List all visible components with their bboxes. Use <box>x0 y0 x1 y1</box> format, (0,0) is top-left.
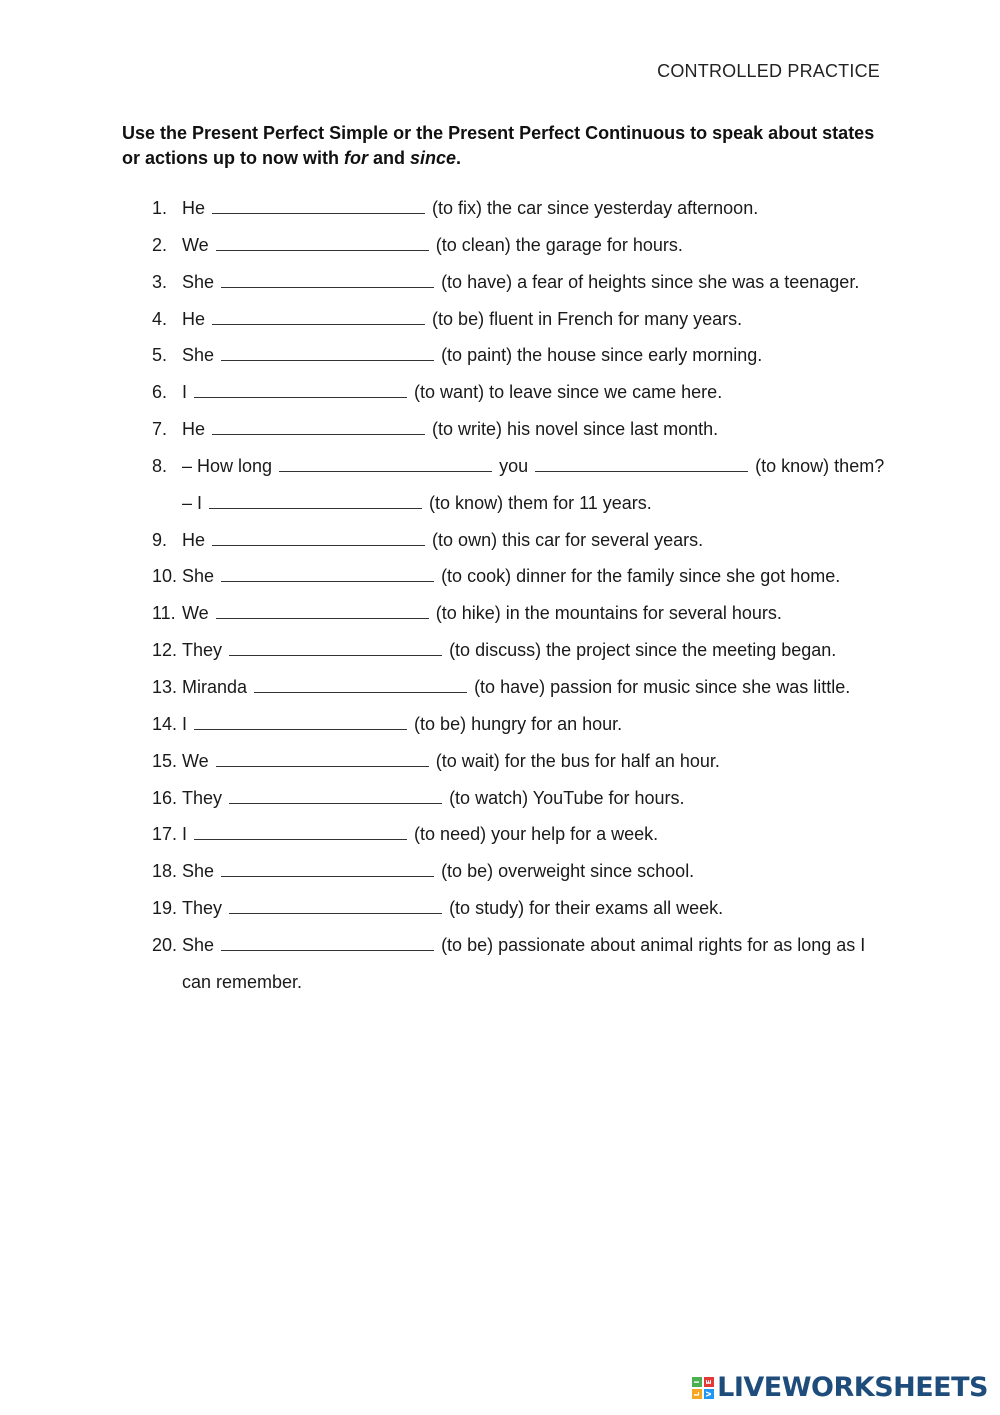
item-prompt: (to discuss) the project since the meeting began. <box>449 640 837 661</box>
item-number: 20. <box>152 934 178 955</box>
item-subject: She <box>182 566 215 587</box>
exercise-item <box>152 264 892 301</box>
answer-blank[interactable] <box>221 932 434 951</box>
logo-tile: V <box>704 1389 714 1399</box>
exercise-item <box>152 448 892 522</box>
item-text <box>182 743 892 780</box>
item-text <box>182 853 892 890</box>
item-prompt: (to know) them? – I <box>182 455 885 513</box>
item-text <box>182 595 892 632</box>
logo-tile: L <box>692 1389 702 1399</box>
item-text <box>182 337 892 374</box>
exercise-item <box>152 522 892 559</box>
exercise-item <box>152 374 892 411</box>
exercise-item <box>152 411 892 448</box>
exercise-item <box>152 743 892 780</box>
answer-blank[interactable] <box>212 416 425 435</box>
item-number: 16. <box>152 787 178 808</box>
exercise-item <box>152 301 892 338</box>
item-prompt: (to fix) the car since yesterday afternoon. <box>432 198 759 218</box>
item-number: 5. <box>152 345 168 366</box>
exercise-item <box>152 632 892 669</box>
item-prompt: (to wait) for the bus for half an hour. <box>435 750 720 771</box>
item-subject: She <box>182 345 215 366</box>
item-number: 7. <box>152 419 168 440</box>
item-subject: He <box>182 198 206 218</box>
instructions-for: for <box>344 148 368 168</box>
answer-blank[interactable] <box>221 269 434 288</box>
answer-blank[interactable] <box>229 637 442 656</box>
item-subject: She <box>182 271 215 292</box>
item-prompt: (to study) for their exams all week. <box>449 898 724 919</box>
item-text <box>182 669 892 706</box>
item-number: 14. <box>152 713 178 734</box>
answer-blank[interactable] <box>194 821 407 840</box>
item-number: 8. <box>152 455 168 476</box>
instructions-since: since <box>410 148 457 168</box>
answer-blank[interactable] <box>212 527 425 546</box>
item-number: 6. <box>152 382 168 403</box>
item-text <box>182 706 892 743</box>
item-subject: He <box>182 308 206 329</box>
item-number: 17. <box>152 824 178 845</box>
item-text <box>182 301 892 338</box>
page-section-title: CONTROLLED PRACTICE <box>657 61 880 81</box>
instructions-text: Use the Present Perfect Simple or the Present Perfect Continuous to speak about states or actions up to now with <box>122 123 875 168</box>
item-text <box>182 264 892 301</box>
item-subject: We <box>182 603 209 624</box>
answer-blank[interactable] <box>212 306 425 325</box>
item-number: 1. <box>152 198 168 218</box>
answer-blank[interactable] <box>221 858 434 877</box>
item-subject: They <box>182 898 223 919</box>
liveworksheets-logo <box>692 1372 988 1403</box>
item-prompt: (to be) fluent in French for many years. <box>432 308 743 329</box>
item-number: 3. <box>152 271 168 292</box>
answer-blank[interactable] <box>221 342 434 361</box>
item-prompt: (to need) your help for a week. <box>414 824 659 845</box>
item-subject: We <box>182 234 209 255</box>
item-text <box>182 780 892 817</box>
item-text <box>182 890 892 927</box>
item-prompt: (to be) passionate about animal rights for as long as I can remember. <box>182 934 866 992</box>
item-prompt: (to have) a fear of heights since she was a teenager. <box>441 271 860 292</box>
exercise-item <box>152 780 892 817</box>
item-subject: We <box>182 750 209 771</box>
item-subject: I <box>182 382 188 403</box>
instructions-end: . <box>456 148 462 168</box>
answer-blank[interactable] <box>194 711 407 730</box>
answer-blank[interactable] <box>216 748 429 767</box>
item-prompt: (to be) overweight since school. <box>441 861 695 882</box>
exercise-item <box>152 853 892 890</box>
item-text <box>182 411 892 448</box>
item-prompt: (to want) to leave since we came here. <box>414 382 723 403</box>
answer-blank[interactable] <box>194 379 407 398</box>
instructions-and: and <box>368 148 411 168</box>
item-number: 4. <box>152 308 168 329</box>
item-prompt: (to paint) the house since early morning. <box>441 345 763 366</box>
item-subject: She <box>182 934 215 955</box>
item-number: 2. <box>152 234 168 255</box>
item-text <box>182 227 892 264</box>
item-text <box>182 927 892 1001</box>
exercise-item <box>152 227 892 264</box>
item-subject: They <box>182 787 223 808</box>
item-text <box>182 448 892 522</box>
item-prompt: (to hike) in the mountains for several hours. <box>435 603 782 624</box>
exercise-item <box>152 816 892 853</box>
item-text <box>182 374 892 411</box>
exercise-item <box>152 669 892 706</box>
item-number: 15. <box>152 750 178 771</box>
exercise-item <box>152 927 892 1001</box>
item-prompt-2: (to know) them for 11 years. <box>429 492 652 513</box>
item-prompt: (to write) his novel since last month. <box>432 419 719 440</box>
exercise-list <box>152 190 892 1001</box>
item-prompt: (to watch) YouTube for hours. <box>449 787 685 808</box>
exercise-item <box>152 706 892 743</box>
answer-blank[interactable] <box>254 674 467 693</box>
answer-blank[interactable] <box>216 232 429 251</box>
answer-blank[interactable] <box>212 195 425 214</box>
item-prompt: (to have) passion for music since she was little. <box>474 676 851 697</box>
item-number: 19. <box>152 898 178 919</box>
item-subject: He <box>182 419 206 440</box>
item-subject: I <box>182 824 188 845</box>
exercise-item <box>152 558 892 595</box>
exercise-item <box>152 337 892 374</box>
answer-blank[interactable] <box>535 453 748 472</box>
logo-tile: I <box>692 1377 702 1387</box>
item-prompt: (to cook) dinner for the family since she got home. <box>441 566 841 587</box>
item-subject: I <box>182 713 188 734</box>
logo-text: LIVEWORKSHEETS <box>717 1372 988 1403</box>
exercise-item <box>152 190 892 227</box>
item-prompt: (to be) hungry for an hour. <box>414 713 623 734</box>
instructions <box>122 121 892 171</box>
item-subject: – How long <box>182 455 273 476</box>
answer-blank[interactable] <box>229 785 442 804</box>
item-prompt: (to own) this car for several years. <box>432 529 704 550</box>
answer-blank[interactable] <box>209 490 422 509</box>
item-number: 12. <box>152 640 178 661</box>
answer-blank[interactable] <box>229 895 442 914</box>
item-subject: They <box>182 640 223 661</box>
logo-tile: E <box>704 1377 714 1387</box>
answer-blank[interactable] <box>216 600 429 619</box>
logo-mark-icon <box>692 1377 714 1399</box>
item-middle: you <box>499 455 529 476</box>
item-text <box>182 522 892 559</box>
exercise-item <box>152 595 892 632</box>
item-subject: She <box>182 861 215 882</box>
exercise-item <box>152 890 892 927</box>
item-subject: Miranda <box>182 676 248 697</box>
item-number: 9. <box>152 529 168 550</box>
item-text <box>182 632 892 669</box>
item-text <box>182 558 892 595</box>
item-text <box>182 816 892 853</box>
item-subject: He <box>182 529 206 550</box>
item-number: 18. <box>152 861 178 882</box>
item-number: 11. <box>152 603 176 624</box>
item-number: 10. <box>152 566 178 587</box>
item-prompt: (to clean) the garage for hours. <box>435 234 683 255</box>
answer-blank[interactable] <box>221 563 434 582</box>
item-text <box>182 190 892 227</box>
item-number: 13. <box>152 676 178 697</box>
answer-blank[interactable] <box>279 453 492 472</box>
